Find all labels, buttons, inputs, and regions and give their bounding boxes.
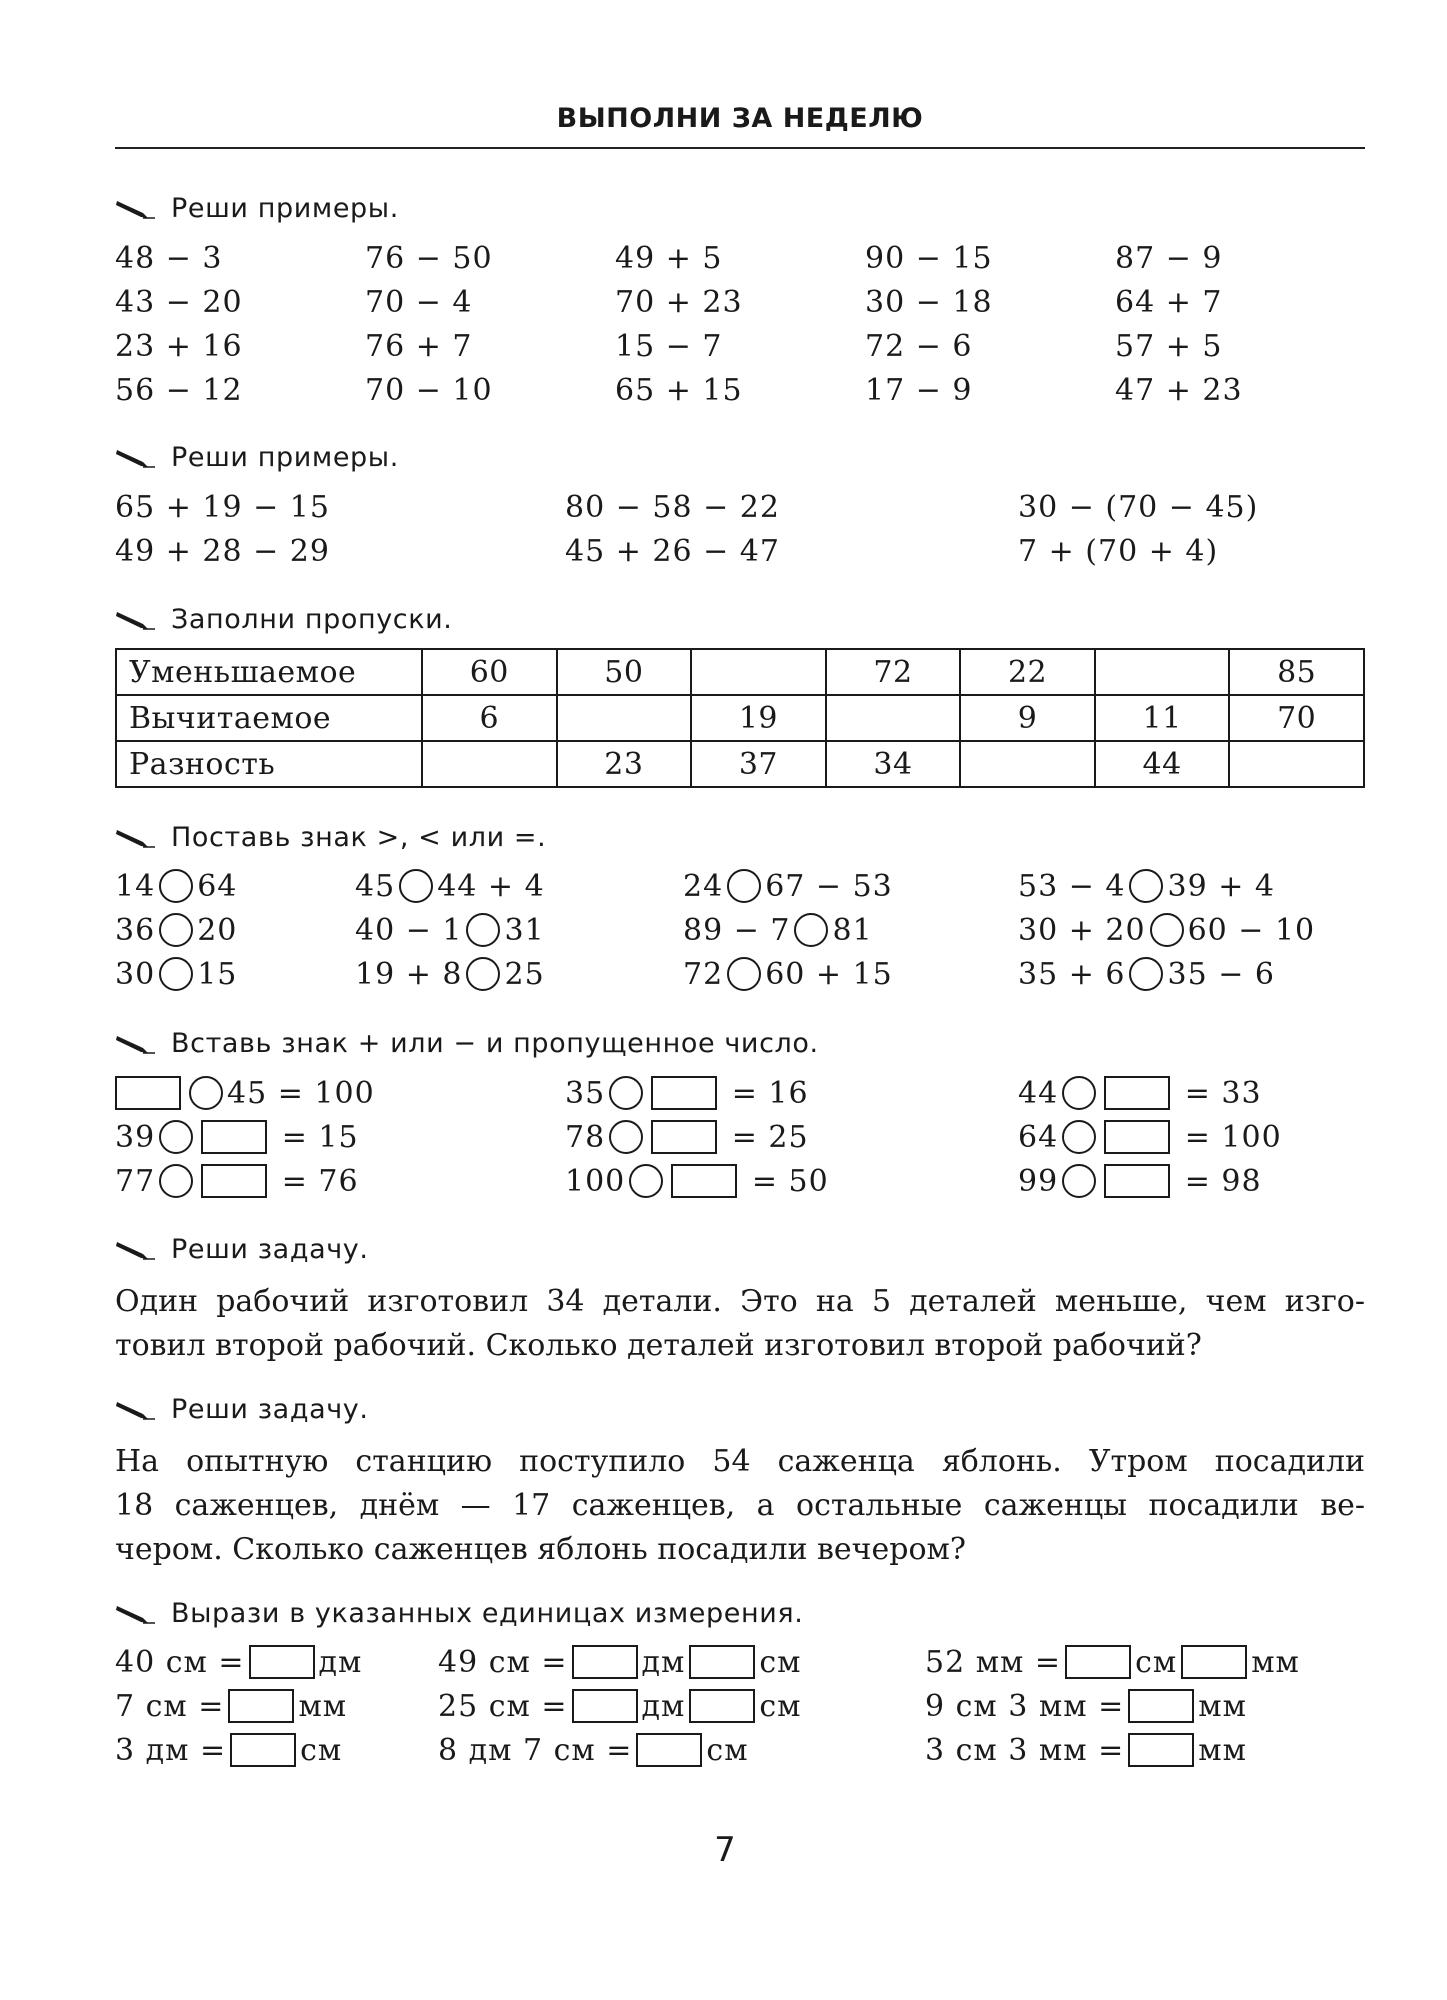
- units-item: 8 дм 7 см = см: [438, 1733, 749, 1768]
- example: 15 − 7: [615, 329, 723, 364]
- answer-box[interactable]: [1104, 1164, 1170, 1198]
- table-cell[interactable]: 37: [691, 741, 826, 787]
- table-cell[interactable]: 9: [960, 695, 1095, 741]
- answer-circle[interactable]: [609, 1076, 643, 1110]
- pencil-icon: [115, 1603, 157, 1625]
- compare-item: 72 60 + 15: [683, 957, 893, 992]
- insert-item: 99 = 98: [1018, 1164, 1262, 1199]
- answer-box[interactable]: [1065, 1645, 1131, 1679]
- answer-box[interactable]: [651, 1076, 717, 1110]
- answer-circle[interactable]: [1129, 869, 1163, 903]
- row-label: Вычитаемое: [116, 695, 422, 741]
- answer-circle[interactable]: [1150, 913, 1184, 947]
- insert-item: 100 = 50: [565, 1164, 829, 1199]
- answer-circle[interactable]: [159, 1164, 193, 1198]
- pencil-icon: [115, 198, 157, 220]
- answer-box[interactable]: [1128, 1689, 1194, 1723]
- answer-box[interactable]: [1128, 1733, 1194, 1767]
- pencil-icon: [115, 609, 157, 631]
- table-cell[interactable]: 85: [1229, 649, 1364, 695]
- table-cell[interactable]: [1229, 741, 1364, 787]
- compare-item: 30 15: [115, 957, 238, 992]
- compare-item: 53 − 4 39 + 4: [1018, 869, 1275, 904]
- table-row: [116, 695, 1364, 741]
- units-item: 40 см = дм: [115, 1645, 363, 1680]
- answer-circle[interactable]: [466, 957, 500, 991]
- answer-box[interactable]: [572, 1689, 638, 1723]
- answer-circle[interactable]: [189, 1076, 223, 1110]
- table-cell[interactable]: 34: [826, 741, 961, 787]
- table-cell[interactable]: 11: [1095, 695, 1230, 741]
- example: 87 − 9: [1115, 241, 1223, 276]
- row-label: Уменьшаемое: [116, 649, 422, 695]
- insert-item: 44 = 33: [1018, 1076, 1262, 1111]
- answer-box[interactable]: [228, 1689, 294, 1723]
- example: 64 + 7: [1115, 285, 1223, 320]
- word-problem-1: [115, 1280, 1365, 1368]
- table-cell[interactable]: 72: [826, 649, 961, 695]
- problem-line: 18 саженцев, днём — 17 саженцев, а остальные саженцы посадили ве-: [115, 1488, 1365, 1523]
- pencil-icon: [115, 827, 157, 849]
- task-heading-6: [115, 1234, 369, 1265]
- example: 47 + 23: [1115, 373, 1243, 408]
- example: 56 − 12: [115, 373, 243, 408]
- page-number: 7: [714, 1830, 736, 1870]
- example: 43 − 20: [115, 285, 243, 320]
- table-cell[interactable]: 19: [691, 695, 826, 741]
- answer-box[interactable]: [249, 1645, 315, 1679]
- units-item: 25 см = дм см: [438, 1689, 802, 1724]
- task-heading-8: [115, 1598, 803, 1629]
- task-label: Вырази в указанных единицах измерения.: [171, 1598, 804, 1629]
- answer-circle[interactable]: [727, 957, 761, 991]
- answer-circle[interactable]: [1129, 957, 1163, 991]
- table-cell[interactable]: 70: [1229, 695, 1364, 741]
- example: 48 − 3: [115, 241, 223, 276]
- answer-circle[interactable]: [609, 1120, 643, 1154]
- units-item: 3 дм = см: [115, 1733, 343, 1768]
- page-header: ВЫПОЛНИ ЗА НЕДЕЛЮ: [556, 103, 924, 134]
- compare-item: 45 44 + 4: [355, 869, 545, 904]
- units-item: 3 см 3 мм = мм: [925, 1733, 1247, 1768]
- compare-item: 35 + 6 35 − 6: [1018, 957, 1275, 992]
- task-label: Реши задачу.: [171, 1394, 369, 1425]
- task-label: Реши примеры.: [171, 193, 399, 224]
- example: 70 + 23: [615, 285, 743, 320]
- task-label: Заполни пропуски.: [171, 604, 453, 635]
- header-rule: [115, 147, 1365, 149]
- task-heading-4: [115, 822, 546, 853]
- pencil-icon: [115, 1399, 157, 1421]
- insert-item: 39 = 15: [115, 1120, 359, 1155]
- word-problem-2: [115, 1440, 1365, 1572]
- answer-box[interactable]: [201, 1164, 267, 1198]
- insert-item: 64 = 100: [1018, 1120, 1282, 1155]
- compare-item: 14 64: [115, 869, 238, 904]
- table-cell[interactable]: 23: [557, 741, 692, 787]
- answer-box[interactable]: [1181, 1645, 1247, 1679]
- example: 17 − 9: [865, 373, 973, 408]
- task-heading-5: [115, 1028, 819, 1059]
- task-label: Реши задачу.: [171, 1234, 369, 1265]
- task-heading-1: [115, 193, 399, 224]
- example: 57 + 5: [1115, 329, 1223, 364]
- row-label: Разность: [116, 741, 422, 787]
- table-row: [116, 649, 1364, 695]
- table-cell[interactable]: [1095, 649, 1230, 695]
- example: 65 + 15: [615, 373, 743, 408]
- answer-circle[interactable]: [1062, 1076, 1096, 1110]
- answer-box[interactable]: [201, 1120, 267, 1154]
- answer-circle[interactable]: [159, 1120, 193, 1154]
- example: 49 + 5: [615, 241, 723, 276]
- answer-box[interactable]: [689, 1689, 755, 1723]
- compare-item: 24 67 − 53: [683, 869, 893, 904]
- units-item: 52 мм = см мм: [925, 1645, 1300, 1680]
- answer-circle[interactable]: [466, 913, 500, 947]
- answer-circle[interactable]: [159, 913, 193, 947]
- task-label: Вставь знак + или − и пропущенное число.: [171, 1028, 819, 1059]
- compare-item: 36 20: [115, 913, 238, 948]
- insert-item: 78 = 25: [565, 1120, 809, 1155]
- table-cell[interactable]: 22: [960, 649, 1095, 695]
- table-cell[interactable]: [960, 741, 1095, 787]
- compare-item: 19 + 8 25: [355, 957, 545, 992]
- table-cell[interactable]: [691, 649, 826, 695]
- answer-circle[interactable]: [159, 869, 193, 903]
- answer-circle[interactable]: [1062, 1120, 1096, 1154]
- answer-circle[interactable]: [794, 913, 828, 947]
- example: 72 − 6: [865, 329, 973, 364]
- example: 30 − (70 − 45): [1018, 490, 1259, 525]
- answer-box[interactable]: [115, 1076, 181, 1110]
- answer-box[interactable]: [636, 1733, 702, 1767]
- pencil-icon: [115, 1239, 157, 1261]
- answer-box[interactable]: [1104, 1076, 1170, 1110]
- problem-line: чером. Сколько саженцев яблонь посадили вечером?: [115, 1532, 966, 1567]
- example: 23 + 16: [115, 329, 243, 364]
- problem-line: На опытную станцию поступило 54 саженца яблонь. Утром посадили: [115, 1444, 1365, 1479]
- table-cell[interactable]: [422, 741, 557, 787]
- problem-line: товил второй рабочий. Сколько деталей изготовил второй рабочий?: [115, 1328, 1202, 1363]
- table-cell[interactable]: 6: [422, 695, 557, 741]
- answer-box[interactable]: [689, 1645, 755, 1679]
- insert-item: 35 = 16: [565, 1076, 809, 1111]
- task-heading-7: [115, 1394, 369, 1425]
- insert-item: 45 = 100: [115, 1076, 375, 1111]
- task-heading-2: [115, 442, 399, 473]
- table-cell[interactable]: 44: [1095, 741, 1230, 787]
- table-cell[interactable]: 60: [422, 649, 557, 695]
- example: 45 + 26 − 47: [565, 534, 780, 569]
- answer-box[interactable]: [1104, 1120, 1170, 1154]
- answer-circle[interactable]: [629, 1164, 663, 1198]
- example: 76 + 7: [365, 329, 473, 364]
- insert-item: 77 = 76: [115, 1164, 359, 1199]
- example: 30 − 18: [865, 285, 993, 320]
- pencil-icon: [115, 447, 157, 469]
- task-label: Поставь знак >, < или =.: [171, 822, 547, 853]
- example: 7 + (70 + 4): [1018, 534, 1219, 569]
- task-heading-3: [115, 604, 453, 635]
- answer-box[interactable]: [651, 1120, 717, 1154]
- table-cell[interactable]: [826, 695, 961, 741]
- answer-circle[interactable]: [727, 869, 761, 903]
- example: 80 − 58 − 22: [565, 490, 780, 525]
- task-label: Реши примеры.: [171, 442, 399, 473]
- answer-box[interactable]: [671, 1164, 737, 1198]
- units-item: 49 см = дм см: [438, 1645, 802, 1680]
- example: 90 − 15: [865, 241, 993, 276]
- answer-box[interactable]: [572, 1645, 638, 1679]
- example: 76 − 50: [365, 241, 493, 276]
- answer-circle[interactable]: [1062, 1164, 1096, 1198]
- example: 65 + 19 − 15: [115, 490, 330, 525]
- example: 70 − 10: [365, 373, 493, 408]
- compare-item: 89 − 7 81: [683, 913, 873, 948]
- compare-item: 30 + 20 60 − 10: [1018, 913, 1316, 948]
- answer-box[interactable]: [230, 1733, 296, 1767]
- answer-circle[interactable]: [399, 869, 433, 903]
- compare-item: 40 − 1 31: [355, 913, 545, 948]
- table-cell[interactable]: [557, 695, 692, 741]
- units-item: 9 см 3 мм = мм: [925, 1689, 1247, 1724]
- problem-line: Один рабочий изготовил 34 детали. Это на 5 деталей меньше, чем изго-: [115, 1284, 1365, 1319]
- units-item: 7 см = мм: [115, 1689, 348, 1724]
- answer-circle[interactable]: [159, 957, 193, 991]
- subtraction-table: [115, 648, 1365, 788]
- table-cell[interactable]: 50: [557, 649, 692, 695]
- example: 49 + 28 − 29: [115, 534, 330, 569]
- table-row: [116, 741, 1364, 787]
- pencil-icon: [115, 1033, 157, 1055]
- example: 70 − 4: [365, 285, 473, 320]
